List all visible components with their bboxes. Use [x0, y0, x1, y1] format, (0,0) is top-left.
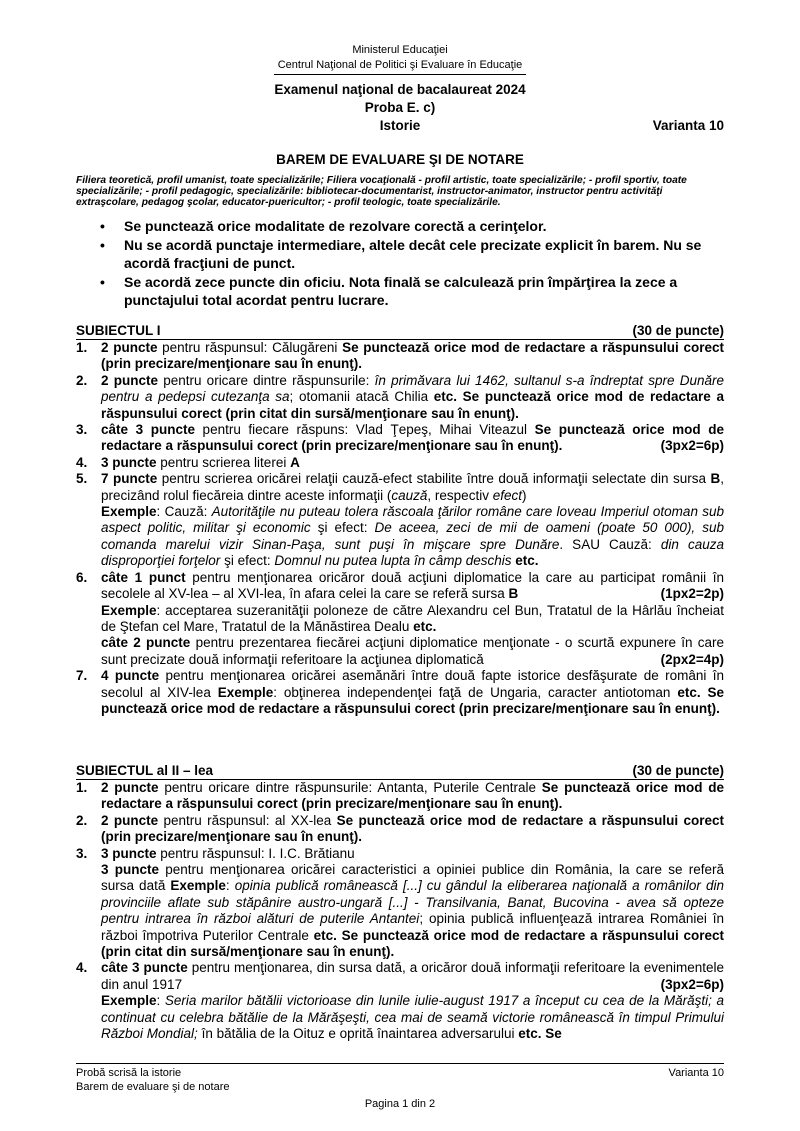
- bullet-icon: •: [100, 274, 105, 290]
- section-2-items: [76, 780, 724, 1043]
- section-2-header: [76, 763, 724, 780]
- section-1-points: (30 de puncte): [632, 323, 724, 338]
- rule-item: • Nu se acordă punctaje intermediare, altele decât cele precizate explicit în barem. Nu se acordă fracţiuni de punct.: [100, 237, 702, 271]
- score: (1px2=2p): [660, 586, 724, 602]
- footer-left-2: Barem de evaluare şi de notare: [76, 1081, 230, 1093]
- list-item: 6. câte 1 punct pentru menţionarea oricăror două acţiuni diplomatice la care au participat românii în secolele al XV-lea – al XVI-lea, în afara celei la care se referă sursa B (1px2=2p) Exemple: acceptarea suzeranităţii poloneze de către Alexandru cel Bun, Tratatul de la Hârlău încheiat de Ştefan cel Mare, Tratatul de la Mănăstirea Dealu etc. câte 2 puncte pentru prezentarea fiecărei acţiuni diplomatice menţionate - o scurtă expunere în care sunt precizate două informaţii referitoare la acţiunea diplomatică (2px2=4p): [76, 569, 724, 667]
- score: (2px2=4p): [660, 651, 724, 667]
- proba-title: Proba E. c): [364, 100, 436, 115]
- list-item: 1. 2 puncte pentru răspunsul: Călugăreni Se punctează orice mod de redactare a răspunsului corect (prin precizare/menţionare sau în enunţ).: [76, 340, 724, 372]
- section-1-title: SUBIECTUL I: [76, 323, 161, 338]
- footer-left-1: Probă scrisă la istorie: [76, 1067, 182, 1079]
- ministry-header: [76, 43, 724, 75]
- subject-name: Istorie: [379, 118, 421, 133]
- footer: [76, 1066, 724, 1094]
- exam-title: Examenul naţional de bacalaureat 2024: [274, 82, 526, 97]
- ministry-name: Ministerul Educaţiei: [352, 44, 448, 56]
- page-number: Pagina 1 din 2: [364, 1098, 436, 1110]
- subject-row: [76, 118, 724, 133]
- rule-item: • Se punctează orice modalitate de rezolvare corectă a cerinţelor.: [100, 218, 547, 234]
- center-name: Centrul Naţional de Politici şi Evaluare în Educaţie: [274, 58, 527, 75]
- list-item: 5. 7 puncte pentru scrierea oricărei relaţii cauză-efect stabilite între două informaţii selectate din sursa B, precizând rolul fiecăreia dintre aceste informaţii (cauză, respectiv efect) Exemple: Cauză: Autorităţile nu puteau tolera răscoala ţărilor române care loveau Imperiul otoman sub aspect politic, militar şi economic şi efect: De aceea, zeci de mii de oameni (poate 50 000), sub comanda marelui vizir Sinan-Paşa, sunt puşi în mişcare spre Dunăre. SAU Cauză: din cauza disproporţiei forţelor şi efect: Domnul nu putea lupta în câmp deschis etc.: [76, 471, 724, 569]
- footer-divider: [76, 1063, 724, 1064]
- list-item: 1. 2 puncte pentru oricare dintre răspunsurile: Antanta, Puterile Centrale Se punctează orice mod de redactare a răspunsului corect (prin precizare/menţionare sau în enunţ).: [76, 780, 724, 812]
- section-1-items: [76, 340, 724, 717]
- score: (3px2=6p): [660, 976, 724, 992]
- variant-label: Varianta 10: [652, 118, 724, 133]
- section-2-title: SUBIECTUL al II – lea: [76, 763, 214, 778]
- bullet-icon: •: [100, 218, 105, 234]
- list-item: 4. 3 puncte pentru scrierea literei A: [76, 454, 300, 470]
- footer-variant: Varianta 10: [668, 1067, 724, 1079]
- score: (3px2=6p): [660, 438, 724, 454]
- list-item: 2. 2 puncte pentru răspunsul: al XX-lea Se punctează orice mod de redactare a răspunsului corect (prin precizare/menţionare sau în enunţ).: [76, 812, 724, 845]
- section-2-points: (30 de puncte): [632, 763, 724, 778]
- rules-list: [100, 217, 726, 310]
- filiera-text: Filiera teoretică, profil umanist, toate specializările; Filiera vocaţională - profil artistic, toate specializările; - profil sportiv, toate specializările; - profil pedagogic, specializările: bibliotecar-documentarist, instructor-animator, instructor pentru activităţi extraşcolare, pedagog şcolar, educator-puericultor; - profil teologic, toate specializările.: [76, 175, 687, 208]
- list-item: 2. 2 puncte pentru oricare dintre răspunsurile: în primăvara lui 1462, sultanul s-a îndreptat spre Dunăre pentru a pedepsi cutezanţa sa; otomanii atacă Chilia etc. Se punctează orice mod de redactare a răspunsului corect (prin citat din sursă/menţionare sau în enunţ).: [76, 372, 725, 421]
- section-1-header: [76, 323, 724, 340]
- list-item: 7. 4 puncte pentru menţionarea oricărei asemănări între două fapte istorice desfăşurate de români în secolul al XIV-lea Exemple: obţinerea independenţei faţă de Ungaria, caracter antiotoman etc. Se punctează orice mod de redactare a răspunsului corect (prin precizare/menţionare sau în enunţ).: [76, 668, 724, 716]
- list-item: 3. 3 puncte pentru răspunsul: I. I.C. Brătianu 3 puncte pentru menţionarea oricărei caracteristici a opiniei publice din România, la care se referă sursa dată Exemple: opinia publică românească [...] cu gândul la eliberarea naţională a românilor din provinciile aflate sub stăpânire austro-ungară [...] - Transilvania, Banat, Bucovina - avea să opteze pentru intrarea în război alături de puterile Antantei; opinia publică influenţează intrarea României în război împotriva Puterilor Centrale etc. Se punctează orice mod de redactare a răspunsului corect (prin citat din sursă/menţionare sau în enunţ).: [76, 845, 724, 960]
- bullet-icon: •: [100, 237, 105, 253]
- barem-title: BAREM DE EVALUARE ŞI DE NOTARE: [276, 152, 524, 167]
- list-item: 4. câte 3 puncte pentru menţionarea, din sursa dată, a oricăror două informaţii referitoare la evenimentele din anul 1917 (3px2=6p) Exemple: Seria marilor bătălii victorioase din lunile iulie-august 1917 a început cu cea de la Mărăşti; a continuat cu celebra bătălie de la Mărăşeşti, cea mai de seamă victorie românească în timpul Primului Război Mondial; în bătălia de la Oituz e oprită înaintarea adversarului etc. Se: [76, 960, 724, 1042]
- rule-item: • Se acordă zece puncte din oficiu. Nota finală se calculează prin împărţirea la zece a punctajului total acordat pentru lucrare.: [100, 274, 678, 308]
- list-item: 3. câte 3 puncte pentru fiecare răspuns: Vlad Ţepeş, Mihai Viteazul Se punctează orice mod de redactare a răspunsului corect (prin precizare/menţionare sau în enunţ). (3px2=6p): [76, 422, 724, 454]
